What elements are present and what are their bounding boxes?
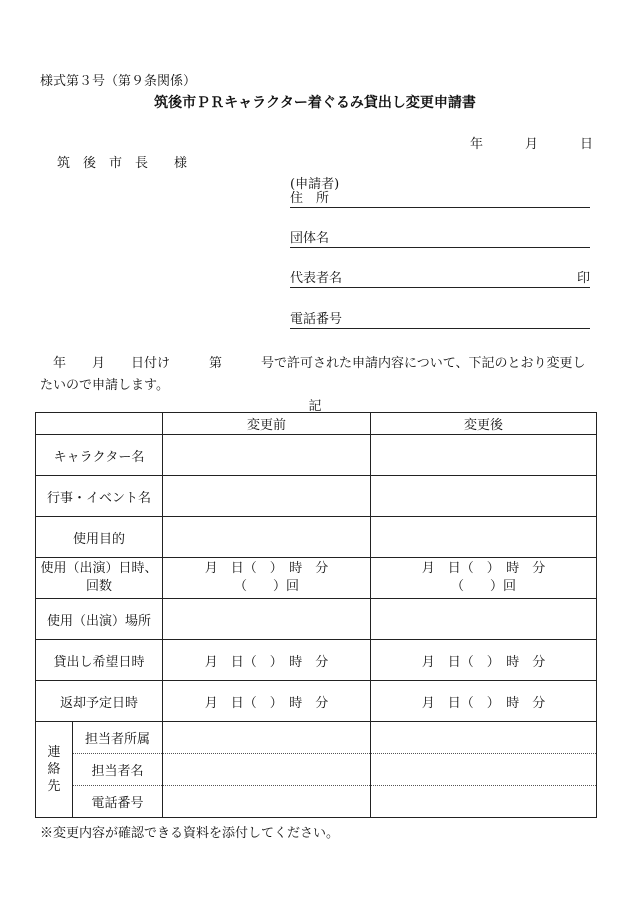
table-row [36, 640, 597, 681]
label-contact-dept: 担当者所属 [73, 722, 163, 754]
cell-return-after[interactable]: 月 日（ ） 時 分 [371, 681, 597, 722]
cell-place-before[interactable] [163, 599, 371, 640]
label-character: キャラクター名 [36, 435, 163, 476]
table-row [36, 599, 597, 640]
cell-place-after[interactable] [371, 599, 597, 640]
label-contact [36, 722, 73, 818]
intro-paragraph: 年 月 日付け 第 号で許可された申請内容について、下記のとおり変更したいので申請します。 [40, 356, 586, 393]
date-day: 日 [580, 137, 594, 152]
count-after-line: （ ）回 [450, 579, 516, 594]
label-contact-phone: 電話番号 [73, 786, 163, 818]
label-contact-name: 担当者名 [73, 754, 163, 786]
label-datetime-line1: 使用（出演）日時、 [40, 561, 158, 576]
cell-lend-after[interactable]: 月 日（ ） 時 分 [371, 640, 597, 681]
cell-contact-phone-after[interactable] [371, 786, 597, 818]
attachment-note: ※変更内容が確認できる資料を添付してください。 [40, 826, 340, 841]
label-datetime-line2: 回数 [85, 579, 112, 594]
count-before-line: （ ）回 [233, 579, 299, 594]
representative-field[interactable] [290, 268, 590, 288]
label-purpose: 使用目的 [36, 517, 163, 558]
cell-lend-before[interactable]: 月 日（ ） 時 分 [163, 640, 371, 681]
representative-label: 代表者名 [290, 271, 343, 286]
cell-contact-dept-after[interactable] [371, 722, 597, 754]
datetime-before-line: 月 日（ ） 時 分 [204, 561, 329, 576]
table-row [36, 754, 597, 786]
cell-event-before[interactable] [163, 476, 371, 517]
address-label: 住 所 [290, 191, 330, 206]
addressee: 筑 後 市 長 様 [57, 156, 188, 171]
label-event: 行事・イベント名 [36, 476, 163, 517]
phone-label: 電話番号 [290, 312, 343, 327]
label-datetime [36, 558, 163, 599]
cell-character-after[interactable] [371, 435, 597, 476]
table-row [36, 517, 597, 558]
header-before: 変更前 [163, 413, 371, 435]
cell-contact-phone-before[interactable] [163, 786, 371, 818]
change-table [35, 412, 597, 818]
datetime-after-line: 月 日（ ） 時 分 [421, 561, 546, 576]
table-header-row [36, 413, 597, 435]
label-lend: 貸出し希望日時 [36, 640, 163, 681]
applicant-heading: (申請者) [290, 177, 340, 192]
cell-purpose-before[interactable] [163, 517, 371, 558]
contact-vertical-label: 連絡先 [47, 745, 61, 794]
date-month: 月 [525, 137, 539, 152]
form-title: 筑後市ＰＲキャラクター着ぐるみ貸出し変更申請書 [154, 95, 476, 111]
address-field[interactable] [290, 188, 590, 208]
cell-datetime-after[interactable] [371, 558, 597, 599]
form-number: 様式第３号（第９条関係） [40, 74, 197, 89]
table-row [36, 786, 597, 818]
cell-contact-name-after[interactable] [371, 754, 597, 786]
seal-mark: 印 [576, 271, 590, 286]
cell-contact-name-before[interactable] [163, 754, 371, 786]
cell-event-after[interactable] [371, 476, 597, 517]
cell-purpose-after[interactable] [371, 517, 597, 558]
organization-label: 団体名 [290, 231, 330, 246]
cell-datetime-before[interactable] [163, 558, 371, 599]
phone-field[interactable] [290, 309, 590, 329]
ki-heading: 記 [308, 399, 322, 414]
label-place: 使用（出演）場所 [36, 599, 163, 640]
organization-field[interactable] [290, 228, 590, 248]
header-after: 変更後 [371, 413, 597, 435]
table-row [36, 681, 597, 722]
cell-character-before[interactable] [163, 435, 371, 476]
date-year: 年 [470, 137, 484, 152]
cell-contact-dept-before[interactable] [163, 722, 371, 754]
table-row [36, 435, 597, 476]
header-blank [36, 413, 163, 435]
label-return: 返却予定日時 [36, 681, 163, 722]
table-row [36, 722, 597, 754]
table-row [36, 558, 597, 599]
cell-return-before[interactable]: 月 日（ ） 時 分 [163, 681, 371, 722]
table-row [36, 476, 597, 517]
